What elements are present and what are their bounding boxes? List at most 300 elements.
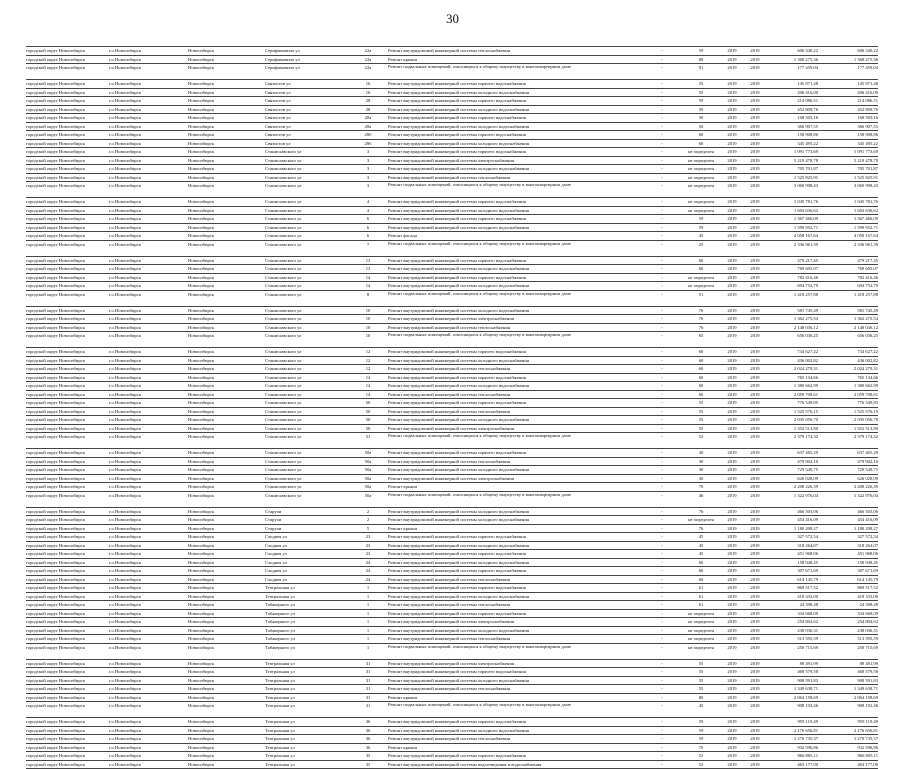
cost-cell: 2 379 174,32	[793, 434, 818, 439]
street-cell: Табакерного ул	[265, 644, 295, 650]
cost-cell: 1 352 513,80	[793, 425, 818, 431]
street-cell: Связистов ул	[265, 106, 291, 112]
wear-percent-cell: 76	[698, 508, 704, 514]
street-cell: Театральная ул	[265, 686, 295, 691]
total-cost-cell: 214 086,51	[857, 98, 878, 103]
unit-cell: -	[661, 283, 663, 288]
plan-year-cell: 2019	[727, 475, 737, 481]
table-row	[26, 173, 878, 182]
table-row	[26, 701, 878, 717]
municipality-cell: городской округ Новосибирск	[26, 627, 85, 633]
cost-cell: 581 745,49	[797, 307, 818, 313]
municipality-cell: городской округ Новосибирск	[26, 391, 85, 397]
plan-year-cell: 2019	[727, 602, 737, 607]
total-cost-cell: 479 217,45	[857, 257, 878, 263]
table-row	[26, 214, 878, 223]
completion-year-cell: 2019	[750, 183, 760, 188]
street-cell: Театральная ул	[265, 660, 295, 666]
unit-cell: -	[661, 274, 663, 280]
cost-cell: 1 368 275,36	[793, 56, 818, 62]
completion-year-cell: 2019	[750, 408, 760, 414]
cost-cell: 637 465,29	[797, 450, 818, 455]
municipality-cell: городской округ Новосибирск	[26, 694, 85, 700]
cost-cell: 250 715,69	[797, 644, 818, 650]
plan-year-cell: 2019	[727, 408, 737, 414]
street-cell: Станиславского ул	[265, 484, 302, 489]
settlement-cell: г.о.Новосибирск	[109, 391, 141, 397]
plan-year-cell: 2019	[727, 274, 737, 280]
city-cell: Новосибирск	[188, 149, 215, 154]
wear-percent-cell: 60	[698, 266, 704, 271]
work-type-cell: Ремонт внутридомовой инженерной системы теплоснабжения	[388, 602, 510, 607]
street-cell: Станиславского ул	[265, 266, 302, 271]
city-cell: Новосибирск	[188, 585, 215, 590]
city-cell: Новосибирск	[188, 166, 215, 171]
table-row	[26, 515, 878, 524]
table-row	[26, 113, 878, 122]
cost-cell: 366 907,55	[797, 123, 818, 129]
plan-year-cell: 2019	[727, 434, 737, 439]
work-type-cell: Ремонт внутридомовой инженерной системы горячего водоснабжения	[388, 753, 526, 758]
work-type-cell: Ремонт внутридомовой инженерной системы холодного водоснабжения	[388, 89, 529, 95]
plan-year-cell: 2019	[727, 458, 737, 464]
completion-year-cell: 2019	[750, 324, 760, 330]
plan-year-cell: 2019	[727, 199, 737, 204]
street-cell: Театральная ул	[265, 694, 295, 700]
work-type-cell: Ремонт внутридомовой инженерной системы теплоснабжения	[388, 391, 510, 397]
wear-percent-cell: 55	[698, 677, 704, 683]
settlement-cell: г.о.Новосибирск	[109, 241, 141, 247]
work-type-cell: Ремонт внутридомовой инженерной системы горячего водоснабжения	[388, 132, 526, 137]
street-cell: Театральная ул	[265, 727, 295, 733]
city-cell: Новосибирск	[188, 349, 215, 354]
cost-cell: 869 517,52	[797, 585, 818, 590]
total-cost-cell: 1 352 513,80	[853, 425, 878, 431]
work-type-cell: Ремонт фасада	[388, 233, 417, 238]
city-cell: Новосибирск	[188, 660, 215, 666]
unit-cell: -	[661, 199, 663, 204]
unit-cell: -	[661, 517, 663, 522]
settlement-cell: г.о.Новосибирск	[109, 686, 141, 691]
work-type-cell: Ремонт внутридомовой инженерной системы горячего водоснабжения	[388, 585, 526, 590]
house-number-cell: 31	[365, 703, 371, 708]
municipality-cell: городской округ Новосибирск	[26, 761, 85, 767]
table-row	[26, 676, 878, 685]
unit-cell: -	[661, 106, 663, 112]
municipality-cell: городской округ Новосибирск	[26, 475, 85, 481]
total-cost-cell: 581 745,49	[857, 307, 878, 313]
settlement-cell: г.о.Новосибирск	[109, 166, 141, 171]
municipality-cell: городской округ Новосибирск	[26, 719, 85, 724]
plan-year-cell: 2019	[727, 257, 737, 263]
cost-cell: 1 599 952,71	[793, 224, 818, 230]
municipality-cell: городской округ Новосибирск	[26, 106, 85, 112]
table-row	[26, 323, 878, 332]
unit-cell: -	[661, 307, 663, 313]
municipality-cell: городской округ Новосибирск	[26, 115, 85, 120]
street-cell: Театральная ул	[265, 753, 295, 758]
street-cell: Театральная ул	[265, 703, 295, 708]
completion-year-cell: 2019	[750, 534, 760, 539]
settlement-cell: г.о.Новосибирск	[109, 106, 141, 112]
municipality-cell: городской округ Новосибирск	[26, 383, 85, 388]
house-number-cell: 4	[366, 199, 370, 204]
wear-percent-cell: 55	[698, 81, 704, 86]
total-cost-cell: 705 701,87	[857, 166, 878, 171]
work-type-cell: Ремонт внутридомовой инженерной системы холодного водоснабжения	[388, 224, 529, 230]
table-row	[26, 347, 878, 356]
wear-percent-cell: 60	[698, 374, 704, 380]
settlement-cell: г.о.Новосибирск	[109, 703, 141, 708]
unit-cell: -	[661, 140, 663, 146]
street-cell: Станиславского ул	[265, 408, 302, 414]
street-cell: Сходнея ул	[265, 568, 287, 573]
street-cell: Станиславского ул	[265, 349, 302, 354]
work-type-cell: Ремонт внутридомовой инженерной системы холодного водоснабжения	[388, 677, 529, 683]
work-type-cell: Ремонт внутридомовой инженерной системы горячего водоснабжения	[388, 534, 526, 539]
municipality-cell: городской округ Новосибирск	[26, 585, 85, 590]
completion-year-cell: 2019	[750, 224, 760, 230]
city-cell: Новосибирск	[188, 450, 215, 455]
completion-year-cell: 2019	[750, 417, 760, 422]
wear-percent-cell: 76	[698, 525, 704, 531]
settlement-cell: г.о.Новосибирск	[109, 568, 141, 573]
house-number-cell: 1	[366, 602, 370, 607]
work-type-cell: Ремонт крыши	[388, 525, 417, 531]
table-row	[26, 273, 878, 282]
house-number-cell: 50а	[364, 492, 372, 498]
settlement-cell: г.о.Новосибирск	[109, 753, 141, 758]
city-cell: Новосибирск	[188, 241, 215, 247]
wear-percent-cell: 61	[698, 593, 704, 599]
work-type-cell: Ремонт внутридомовой инженерной системы холодного водоснабжения	[388, 508, 529, 514]
unit-cell: -	[661, 408, 663, 414]
total-cost-cell: 2 379 174,32	[853, 434, 878, 439]
municipality-cell: городской округ Новосибирск	[26, 307, 85, 313]
table-row	[26, 482, 878, 491]
street-cell: Станиславского ул	[265, 149, 302, 154]
work-type-cell: Ремонт внутридомовой инженерной системы горячего водоснабжения	[388, 274, 526, 280]
house-number-cell: 2	[366, 508, 370, 514]
wear-percent-cell: 60	[698, 391, 704, 397]
total-cost-cell: 776 549,85	[857, 400, 878, 405]
total-cost-cell: 4 058 167,64	[853, 233, 878, 238]
wear-percent-cell: 45	[698, 534, 704, 539]
house-number-cell: 16	[365, 89, 371, 95]
wear-percent-cell: не определен	[688, 274, 714, 280]
work-type-cell: Ремонт подвальных помещений, относящихся к общему имуществу в многоквартирном доме	[388, 433, 571, 438]
city-cell: Новосибирск	[188, 517, 215, 522]
settlement-cell: г.о.Новосибирск	[109, 602, 141, 607]
wear-percent-cell: не определен	[688, 610, 714, 616]
municipality-cell: городской округ Новосибирск	[26, 224, 85, 230]
street-cell: Станиславского ул	[265, 357, 302, 363]
total-cost-cell: 2 176 656,81	[853, 727, 878, 733]
table-row	[26, 751, 878, 760]
house-number-cell: 50	[365, 408, 371, 414]
table-row	[26, 364, 878, 373]
cost-cell: 1 091 773,69	[793, 149, 818, 154]
city-cell: Новосибирск	[188, 744, 215, 750]
wear-percent-cell: 52	[698, 761, 704, 767]
completion-year-cell: 2019	[750, 383, 760, 388]
settlement-cell: г.о.Новосибирск	[109, 123, 141, 129]
city-cell: Новосибирск	[188, 324, 215, 330]
completion-year-cell: 2019	[750, 65, 760, 70]
city-cell: Новосибирск	[188, 174, 215, 180]
house-number-cell: 23	[365, 542, 371, 548]
total-cost-cell: 734 627,22	[857, 349, 878, 354]
work-type-cell: Ремонт подвальных помещений, относящихся к общему имуществу в многоквартирном доме	[388, 290, 571, 296]
plan-year-cell: 2019	[727, 576, 737, 582]
cost-cell: 908 192,46	[797, 703, 818, 708]
house-number-cell: 2	[366, 517, 370, 522]
cost-cell: 307 671,69	[797, 568, 818, 573]
total-cost-cell: 454 416,09	[857, 517, 878, 522]
completion-year-cell: 2019	[750, 140, 760, 146]
settlement-cell: г.о.Новосибирск	[109, 593, 141, 599]
work-type-cell: Ремонт внутридомовой инженерной системы горячего водоснабжения	[388, 551, 526, 556]
wear-percent-cell: 60	[698, 568, 704, 573]
completion-year-cell: 2019	[750, 458, 760, 464]
street-cell: Станиславского ул	[265, 366, 302, 371]
completion-year-cell: 2019	[750, 467, 760, 472]
cost-cell: 2 035 056,70	[793, 417, 818, 422]
completion-year-cell: 2019	[750, 602, 760, 607]
city-cell: Новосибирск	[188, 65, 215, 70]
completion-year-cell: 2019	[750, 627, 760, 633]
street-cell: Станиславского ул	[265, 183, 302, 188]
house-number-cell: 36	[365, 736, 371, 741]
unit-cell: -	[661, 636, 663, 641]
unit-cell: -	[661, 183, 663, 188]
city-cell: Новосибирск	[188, 568, 215, 573]
city-cell: Новосибирск	[188, 602, 215, 607]
city-cell: Новосибирск	[188, 417, 215, 422]
plan-year-cell: 2019	[727, 123, 737, 129]
wear-percent-cell: 60	[698, 576, 704, 582]
settlement-cell: г.о.Новосибирск	[109, 694, 141, 700]
plan-year-cell: 2019	[727, 417, 737, 422]
cost-cell: 1 270 735,37	[793, 736, 818, 741]
street-cell: Станиславского ул	[265, 274, 302, 280]
table-row	[26, 474, 878, 483]
municipality-cell: городской округ Новосибирск	[26, 619, 85, 624]
unit-cell: -	[661, 391, 663, 397]
plan-year-cell: 2019	[727, 484, 737, 489]
city-cell: Новосибирск	[188, 106, 215, 112]
municipality-cell: городской округ Новосибирск	[26, 241, 85, 247]
plan-year-cell: 2019	[727, 568, 737, 573]
completion-year-cell: 2019	[750, 374, 760, 380]
unit-cell: -	[661, 266, 663, 271]
cost-cell: 1 525 825,91	[793, 174, 818, 180]
street-cell: Станиславского ул	[265, 216, 302, 221]
settlement-cell: г.о.Новосибирск	[109, 744, 141, 750]
wear-percent-cell: не определен	[688, 619, 714, 624]
city-cell: Новосибирск	[188, 534, 215, 539]
street-cell: Театральная ул	[265, 719, 295, 724]
street-cell: Станиславского ул	[265, 199, 302, 204]
house-number-cell: 50	[365, 417, 371, 422]
city-cell: Новосибирск	[188, 425, 215, 431]
house-number-cell: 3	[366, 149, 370, 154]
table-row	[26, 398, 878, 407]
unit-cell: -	[661, 316, 663, 321]
work-type-cell: Ремонт внутридомовой инженерной системы электроснабжения	[388, 475, 514, 481]
wear-percent-cell: 55	[698, 89, 704, 95]
table-row	[26, 424, 878, 433]
work-type-cell: Ремонт внутридомовой инженерной системы горячего водоснабжения	[388, 149, 526, 154]
settlement-cell: г.о.Новосибирск	[109, 374, 141, 380]
cost-cell: 2 148 036,12	[793, 324, 818, 330]
completion-year-cell: 2019	[750, 333, 760, 338]
house-number-cell: 23	[365, 551, 371, 556]
cost-cell: 334 668,09	[797, 610, 818, 616]
wear-percent-cell: 76	[698, 316, 704, 321]
table-row	[26, 717, 878, 726]
work-type-cell: Ремонт внутридомовой инженерной системы теплоснабжения	[388, 366, 510, 371]
settlement-cell: г.о.Новосибирск	[109, 576, 141, 582]
street-cell: Станиславского ул	[265, 374, 302, 380]
total-cost-cell: 1 367 466,09	[853, 216, 878, 221]
settlement-cell: г.о.Новосибирск	[109, 89, 141, 95]
total-cost-cell: 238 036,31	[857, 627, 878, 633]
settlement-cell: г.о.Новосибирск	[109, 400, 141, 405]
unit-cell: -	[661, 291, 663, 297]
municipality-cell: городской округ Новосибирск	[26, 559, 85, 565]
municipality-cell: городской округ Новосибирск	[26, 492, 85, 498]
completion-year-cell: 2019	[750, 257, 760, 263]
street-cell: Серафимовича ул	[265, 48, 300, 53]
completion-year-cell: 2019	[750, 492, 760, 498]
work-type-cell: Ремонт внутридомовой инженерной системы горячего водоснабжения	[388, 400, 526, 405]
street-cell: Театральная ул	[265, 669, 295, 674]
total-cost-cell: 908 192,46	[857, 703, 878, 708]
house-number-cell: 12	[365, 349, 371, 354]
total-cost-cell: 5 219 478,78	[853, 157, 878, 163]
table-row	[26, 448, 878, 457]
total-cost-cell: 318 264,07	[857, 542, 878, 548]
settlement-cell: г.о.Новосибирск	[109, 115, 141, 120]
cost-cell: 606 340,22	[797, 48, 818, 53]
municipality-cell: городской округ Новосибирск	[26, 183, 85, 188]
completion-year-cell: 2019	[750, 366, 760, 371]
work-type-cell: Ремонт внутридомовой инженерной системы холодного водоснабжения	[388, 207, 529, 213]
wear-percent-cell: 60	[698, 132, 704, 137]
table-row	[26, 667, 878, 676]
city-cell: Новосибирск	[188, 619, 215, 624]
municipality-cell: городской округ Новосибирск	[26, 216, 85, 221]
work-type-cell: Ремонт внутридомовой инженерной системы холодного водоснабжения	[388, 307, 529, 313]
completion-year-cell: 2019	[750, 703, 760, 708]
table-row	[26, 457, 878, 466]
unit-cell: -	[661, 559, 663, 565]
municipality-cell: городской округ Новосибирск	[26, 576, 85, 582]
table-row	[26, 223, 878, 232]
house-number-cell: 36	[365, 744, 371, 750]
cost-cell: 2 059 708,61	[793, 391, 818, 397]
table-row	[26, 206, 878, 215]
work-type-cell: Ремонт подвальных помещений, относящихся к общему имуществу в многоквартирном доме	[388, 643, 571, 649]
street-cell: Табакерного ул	[265, 610, 295, 616]
wear-percent-cell: 60	[698, 349, 704, 354]
table-row	[26, 415, 878, 424]
completion-year-cell: 2019	[750, 736, 760, 741]
settlement-cell: г.о.Новосибирск	[109, 48, 141, 53]
completion-year-cell: 2019	[750, 357, 760, 363]
work-type-cell: Ремонт внутридомовой инженерной системы электроснабжения	[388, 619, 514, 624]
plan-year-cell: 2019	[727, 283, 737, 288]
street-cell: Станиславского ул	[265, 434, 302, 439]
street-cell: Станиславского ул	[265, 324, 302, 330]
street-cell: Театральная ул	[265, 761, 295, 767]
completion-year-cell: 2019	[750, 81, 760, 86]
wear-percent-cell: 59	[698, 48, 704, 53]
house-number-cell: 24	[365, 576, 371, 582]
unit-cell: -	[661, 166, 663, 171]
wear-percent-cell: 60	[698, 366, 704, 371]
municipality-cell: городской округ Новосибирск	[26, 333, 85, 338]
municipality-cell: городской округ Новосибирск	[26, 98, 85, 103]
completion-year-cell: 2019	[750, 585, 760, 590]
cost-cell: 1 045 781,76	[793, 199, 818, 204]
total-cost-cell: 908 591,83	[857, 677, 878, 683]
cost-cell: 1 525 576,15	[793, 408, 818, 414]
municipality-cell: городской округ Новосибирск	[26, 56, 85, 62]
plan-year-cell: 2019	[727, 517, 737, 522]
house-number-cell: 13	[365, 257, 371, 263]
unit-cell: -	[661, 568, 663, 573]
city-cell: Новосибирск	[188, 719, 215, 724]
unit-cell: -	[661, 434, 663, 439]
house-number-cell: 1	[366, 636, 370, 641]
table-row	[26, 63, 878, 79]
work-type-cell: Ремонт внутридомовой инженерной системы горячего водоснабжения	[388, 216, 526, 221]
unit-cell: -	[661, 257, 663, 263]
plan-year-cell: 2019	[727, 525, 737, 531]
table-row	[26, 693, 878, 702]
total-cost-cell: 206 416,00	[857, 89, 878, 95]
work-type-cell: Ремонт внутридомовой инженерной системы теплоснабжения	[388, 576, 510, 582]
unit-cell: -	[661, 492, 663, 498]
work-type-cell: Ремонт внутридомовой инженерной системы холодного водоснабжения	[388, 123, 529, 129]
city-cell: Новосибирск	[188, 48, 215, 53]
completion-year-cell: 2019	[750, 669, 760, 674]
municipality-cell: городской округ Новосибирск	[26, 123, 85, 129]
wear-percent-cell: 50	[698, 123, 704, 129]
house-number-cell: 50а	[364, 450, 372, 455]
table-row	[26, 306, 878, 315]
house-number-cell: 35	[365, 753, 371, 758]
total-cost-cell: 959 119,49	[857, 719, 878, 724]
unit-cell: -	[661, 593, 663, 599]
plan-year-cell: 2019	[727, 425, 737, 431]
completion-year-cell: 2019	[750, 694, 760, 700]
municipality-cell: городской округ Новосибирск	[26, 157, 85, 163]
street-cell: Станиславского ул	[265, 241, 302, 247]
work-type-cell: Ремонт внутридомовой инженерной системы холодного водоснабжения	[388, 517, 529, 522]
completion-year-cell: 2019	[750, 400, 760, 405]
completion-year-cell: 2019	[750, 115, 760, 120]
cost-cell: 959 119,49	[797, 719, 818, 724]
house-number-cell: 14	[365, 391, 371, 397]
city-cell: Новосибирск	[188, 753, 215, 758]
house-number-cell: 50а	[364, 475, 372, 481]
wear-percent-cell: 61	[698, 585, 704, 590]
total-cost-cell: 366 907,55	[857, 123, 878, 129]
municipality-cell: городской округ Новосибирск	[26, 669, 85, 674]
